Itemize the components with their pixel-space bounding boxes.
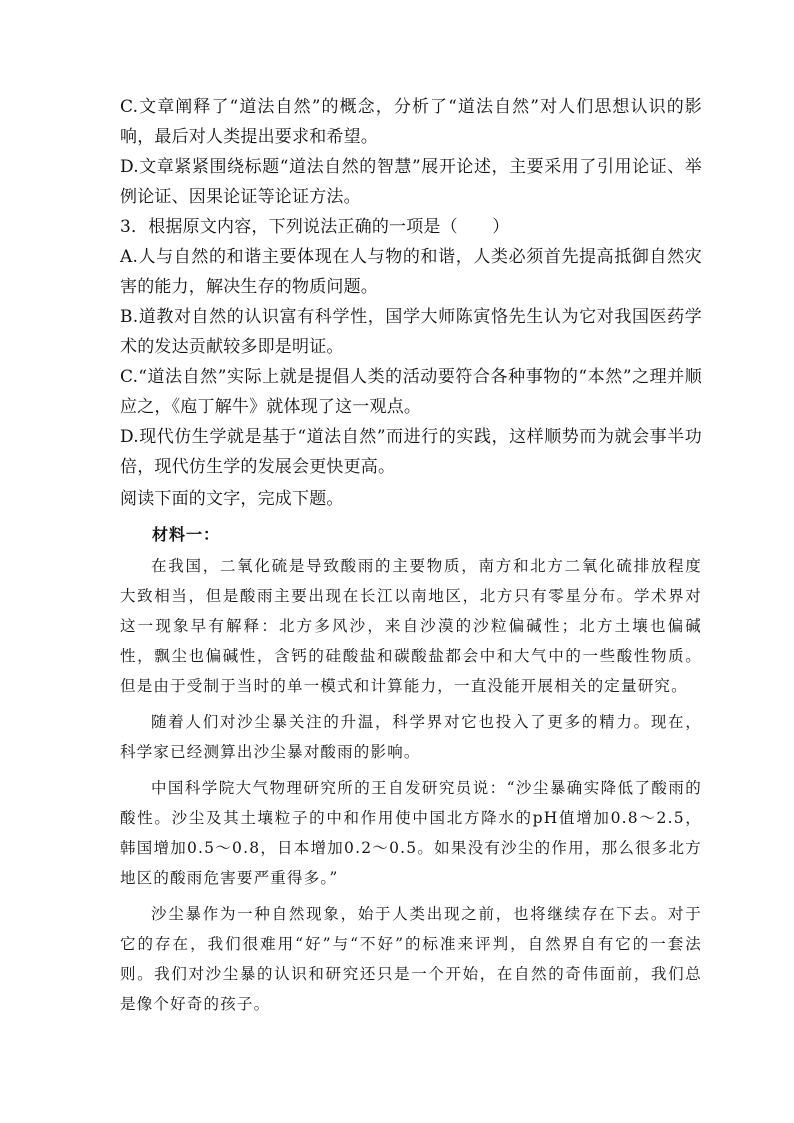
question-3-stem: 3．根据原文内容，下列说法正确的一项是（ ） (120, 217, 510, 237)
material-1 (120, 522, 702, 1019)
material-1-title: 材料一： (152, 525, 221, 544)
question-3-option-d: D.现代仿生学就是基于“道法自然”而进行的实践，这样顺势而为就会事半功倍，现代仿生学的发展会更快更高。 (120, 427, 702, 477)
material-1-paragraph: 随着人们对沙尘暴关注的升温，科学界对它也投入了更多的精力。现在，科学家已经测算出沙尘暴对酸雨的影响。 (120, 713, 702, 761)
option-c-prev: C.文章阐释了“道法自然”的概念，分析了“道法自然”对人们思想认识的影响，最后对人类提出要求和希望。 (120, 97, 702, 147)
material-1-paragraph: 在我国，二氧化硫是导致酸雨的主要物质，南方和北方二氧化硫排放程度大致相当，但是酸雨主要出现在长江以南地区，北方只有零星分布。学术界对这一现象早有解释：北方多风沙，来自沙漠的沙粒偏碱性；北方土壤也偏碱性，飘尘也偏碱性，含钙的硅酸盐和碳酸盐都会中和大气中的一些酸性物质。但是由于受制于当时的单一模式和计算能力，一直没能开展相关的定量研究。 (120, 557, 702, 695)
question-3-option-b: B.道教对自然的认识富有科学性，国学大师陈寅恪先生认为它对我国医药学术的发达贡献较多即是明证。 (120, 307, 702, 357)
question-3-option-a: A.人与自然的和谐主要体现在人与物的和谐，人类必须首先提高抵御自然灾害的能力，解决生存的物质问题。 (120, 247, 702, 297)
document-content (120, 92, 702, 1019)
material-1-paragraph: 中国科学院大气物理研究所的王自发研究员说：“沙尘暴确实降低了酸雨的酸性。沙尘及其土壤粒子的中和作用使中国北方降水的pH值增加0.8～2.5，韩国增加0.5～0.8，日本增加0.2～0.5。如果没有沙尘的作用，那么很多北方地区的酸雨危害要严重得多。” (120, 779, 702, 887)
option-d-prev: D.文章紧紧围绕标题“道法自然的智慧”展开论述，主要采用了引用论证、举例论证、因果论证等论证方法。 (120, 157, 702, 207)
question-3-option-c: C.“道法自然”实际上就是提倡人类的活动要符合各种事物的“本然”之理并顺应之，《庖丁解牛》就体现了这一观点。 (120, 367, 702, 417)
reading-intro: 阅读下面的文字，完成下题。 (120, 489, 344, 509)
material-1-paragraph: 沙尘暴作为一种自然现象，始于人类出现之前，也将继续存在下去。对于它的存在，我们很难用“好”与“不好”的标准来评判，自然界自有它的一套法则。我们对沙尘暴的认识和研究还只是一个开始，在自然的奇伟面前，我们总是像个好奇的孩子。 (120, 905, 702, 1013)
